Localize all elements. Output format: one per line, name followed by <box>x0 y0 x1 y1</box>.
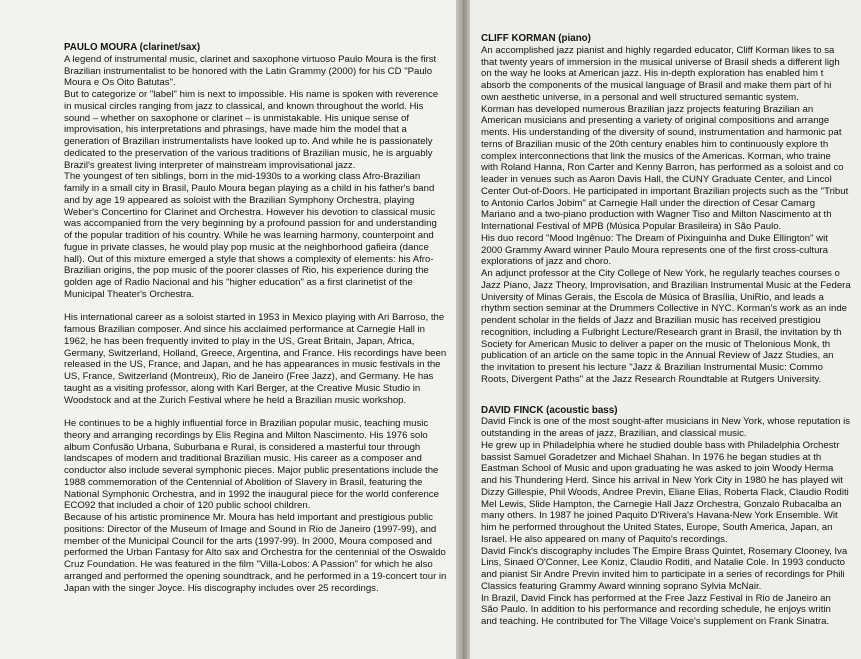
korman-line: Jazz Piano, Jazz Theory, Improvisation, and Brazilian Instrumental Music at the Federa <box>481 279 851 291</box>
finck-line: Mel Lewis, Slide Hampton, the Carnegie Hall Jazz Orchestra, Gonzalo Rubacalba an <box>481 498 842 510</box>
finck-line: and pianist Sir Andre Previn invited him to participate in a series of recordings for Phili <box>481 569 845 580</box>
korman-line: Mariano and a two-piano production with Wagner Tiso and Milton Nascimento at th <box>481 209 832 221</box>
moura-heading: PAULO MOURA (clarinet/sax) <box>64 42 201 53</box>
korman-line: own aesthetic universe, in a personal and well structured semantic system. <box>481 91 799 103</box>
korman-line: complex interconnections that link the musics of the Americas. Korman, who traine <box>481 150 831 162</box>
korman-line: to Antonio Carlos Jobim" at Carnegie Hall under the direction of Cesar Camarg <box>481 197 816 209</box>
korman-bio <box>481 45 861 386</box>
korman-heading: CLIFF KORMAN (piano) <box>481 33 591 44</box>
finck-line: and his Thundering Herd. Since his arrival in New York City in 1980 he has played wit <box>481 475 843 486</box>
finck-line: Dizzy Gillespie, Phil Woods, Andree Previn, Eliane Elias, Roberta Flack, Claudio Roditi <box>481 486 849 498</box>
right-page <box>470 0 861 659</box>
korman-line: leader in venues such as Aaron Davis Hall, the CUNY Graduate Center, and Lincol <box>481 174 832 185</box>
finck-line: Lins, Sinaed O'Conner, Lee Koniz, Claudio Roditi, and Natalie Cole. In 1993 conducto <box>481 557 845 569</box>
finck-line: David Finck's discography includes The Empire Brass Quintet, Rosemary Clooney, Iva <box>481 545 848 557</box>
korman-line: Center Out-of-Doors. He participated in important Brazilian projects such as the "Tribut <box>481 185 849 197</box>
korman-line: rhythm section seminar at the Drummers Collective in NYC. Korman's work as an inde <box>481 303 847 315</box>
korman-line: absorb the components of the musical language of Brasil and make them part of hi <box>481 80 832 91</box>
korman-line: American musicians and presenting a variety of original compositions and arrange <box>481 115 830 127</box>
finck-line: Israel. He also appeared on many of Paquito's recordings. <box>481 533 728 545</box>
korman-line: Roots, Divergent Paths" at the Jazz Research Roundtable at Rutgers University. <box>481 373 822 385</box>
korman-line: on the way he looks at American jazz. His in-depth exploration has enabled him t <box>481 68 824 80</box>
finck-line: and teaching. He contributed for The Village Voice's supplement on Frank Sinatra. <box>481 616 830 627</box>
moura-bio <box>64 42 447 594</box>
moura-paragraph: The youngest of ten siblings, born in the mid-1930s to a working class Afro-Brazilian family in a small city in Brasil, Paulo Moura began playing as a child in his father's band and by age 19 appeared as soloist with the Brazilian Symphony Orchestra, playing Weber's Concertino for Clarinet and Orchestra. However his devotion to classical music was accompanied from the very beginning by a profound passion for and understanding of the popular tradition of his country. While he was learning harmony, counterpoint and fugue in private classes, he would play pop music at the neighborhood gafieira (dance hall). Out of this mixture emerged a style that shows a complexity of elements: his Afro-Brazilian origins, the pop music of the poorer classes of Rio, his experience during the golden age of Radio Nacional and his "higher education" as a first clarinetist of the Municipal Theater's Orchestra. <box>64 171 437 300</box>
finck-line: São Paulo. In addition to his performance and recording schedule, he enjoys writin <box>481 604 831 616</box>
moura-paragraph: But to categorize or "label" him is next to impossible. His name is spoken with reverence in musical circles ranging from jazz to classical, and known throughout the world. His sound – whether on saxophone or clarinet – is unmistakable. His unique sense of improvisation, his interpretations and phrasings, have made him the model that a generation of Brazilian instrumentalists have looked up to. And while he is passionately dedicated to the preservation of the various traditions of Brazilian music, he is arguably Brazil's greatest living interpreter of mainstream improvisational jazz. <box>64 89 439 171</box>
moura-paragraph: Because of his artistic prominence Mr. Moura has held important and prestigious public positions: Director of the Museum of Image and Sound in Rio de Janeiro (1997-99), and member of the Municipal Council for the arts (1997-99). In 2000, Moura composed and performed the Urban Fantasy for Alto sax and Orchestra for the centennial of the Oswaldo Cruz Foundation. He was featured in the film "Villa-Lobos: A Passion" for which he also arranged and performed the opening soundtrack, and he performed in a 19-concert tour in Japan with the singer Joyce. His discography includes over 25 recordings. <box>64 512 447 594</box>
korman-line: the invitation to present his lecture "Jazz & Brazilian Instrumental Music: Commo <box>481 362 823 373</box>
korman-line: 2000 Grammy Award winner Paulo Moura represents one of the first cross-cultura <box>481 244 828 256</box>
finck-line: outstanding in the areas of jazz, Brazilian, and classical music. <box>481 428 747 439</box>
korman-line: with Roland Hanna, Ron Carter and Kenny Barron, has performed as a soloist and co <box>481 162 844 174</box>
right-column <box>481 33 861 628</box>
korman-line: His duo record "Mood Ingênuo: The Dream of Pixinguinha and Duke Ellington" wit <box>481 232 828 244</box>
korman-line: that twenty years of immersion in the musical universe of Brasil sheds a different ligh <box>481 56 840 68</box>
korman-line: International Festival of MPB (Música Popular Brasileira) in São Paulo. <box>481 221 782 232</box>
korman-line: publication of an article on the same topic in the Annual Review of Jazz Studies, an <box>481 350 834 362</box>
korman-line: Society for American Music to deliver a paper on the music of Thelonious Monk, th <box>481 338 831 350</box>
moura-paragraph: He continues to be a highly influential force in Brazilian popular music, teaching music theory and arranging recordings by Elis Regina and Milton Nascimento. His 1976 solo album Confusão Urbana, Suburbana e Rural, is considered a masterful tour through landscapes of modern and traditional Brazilian music. His career as a composer and conductor also include several symphonic pieces. Major public presentations include the 1988 commemoration of the Centennial of Abolition of Slavery in Brasil, featuring the National Symphonic Orchestra, and in 1992 the inaugural piece for the world conference ECO92 that included a choir of 120 public school children. <box>64 418 439 512</box>
korman-line: pendent scholar in the fields of Jazz and Brazilian music has received prestigiou <box>481 315 821 326</box>
korman-line: explorations of jazz and choro. <box>481 256 612 268</box>
korman-line: University of Minas Gerais, the Escola de Música of Brasília, UniRio, and leads a <box>481 291 824 303</box>
finck-line: many others. In 1987 he joined Paquito D'Rivera's Havana-New York Ensemble. Wit <box>481 510 838 522</box>
finck-line: Eastman School of Music and upon graduating he was asked to join Woody Herma <box>481 463 834 475</box>
korman-line: ments. His understanding of the diversity of sound, instrumentation and harmonic pat <box>481 127 842 138</box>
finck-bio <box>481 416 861 628</box>
korman-line: An accomplished jazz pianist and highly regarded educator, Cliff Korman likes to sa <box>481 44 835 56</box>
korman-line: Korman has developed numerous Brazilian jazz projects featuring Brazilian an <box>481 103 814 115</box>
finck-line: Classics featuring Grammy Award winning soprano Sylvia McNair. <box>481 580 762 592</box>
finck-line: him he performed throughout the United States, Europe, South America, Japan, an <box>481 522 833 533</box>
finck-line: bassist Samuel Goradetzer and Michael Shahan. In 1976 he began studies at th <box>481 451 822 463</box>
finck-line: He grew up in Philadelphia where he studied double bass with Philadelphia Orchestr <box>481 439 840 451</box>
korman-line: recognition, including a Fulbright Lecture/Research grant in Brasil, the invitation by th <box>481 326 842 338</box>
finck-line: David Finck is one of the most sought-after musicians in New York, whose reputation is <box>481 416 851 428</box>
book-gutter <box>456 0 470 659</box>
finck-heading: DAVID FINCK (acoustic bass) <box>481 404 618 416</box>
moura-paragraph: A legend of instrumental music, clarinet and saxophone virtuoso Paulo Moura is the first Brazilian instrumentalist to be honored with the Latin Grammy (2000) for his CD "Paulo Moura e Os Oito Batutas". <box>64 53 437 89</box>
korman-line: terns of Brazilian music of the 20th century enables him to continuously explore th <box>481 138 829 150</box>
moura-paragraph: His international career as a soloist started in 1953 in Mexico playing with Ari Barroso, the famous Brazilian composer. And since his acclaimed performance at Carnegie Hall in 1962, he has been frequently invited to play in the US, Great Britain, Japan, Africa, Germany, Switzerland, Holland, Greece, Argentina, and France. His recordings have been released in the US, France, and Japan, and he has appearances in music festivals in the US, France, Switzerland (Montreux), Rio de Janeiro (Free Jazz), and Germany. He has taught as a visiting professor, along with Karl Berger, at the Creative Music Studio in Woodstock and at the Zurich Festival where he held a Brazilian music workshop. <box>64 312 447 406</box>
korman-line: An adjunct professor at the City College of New York, he regularly teaches courses o <box>481 268 840 279</box>
finck-line: In Brazil, David Finck has performed at the Free Jazz Festival in Rio de Janeiro an <box>481 592 831 604</box>
